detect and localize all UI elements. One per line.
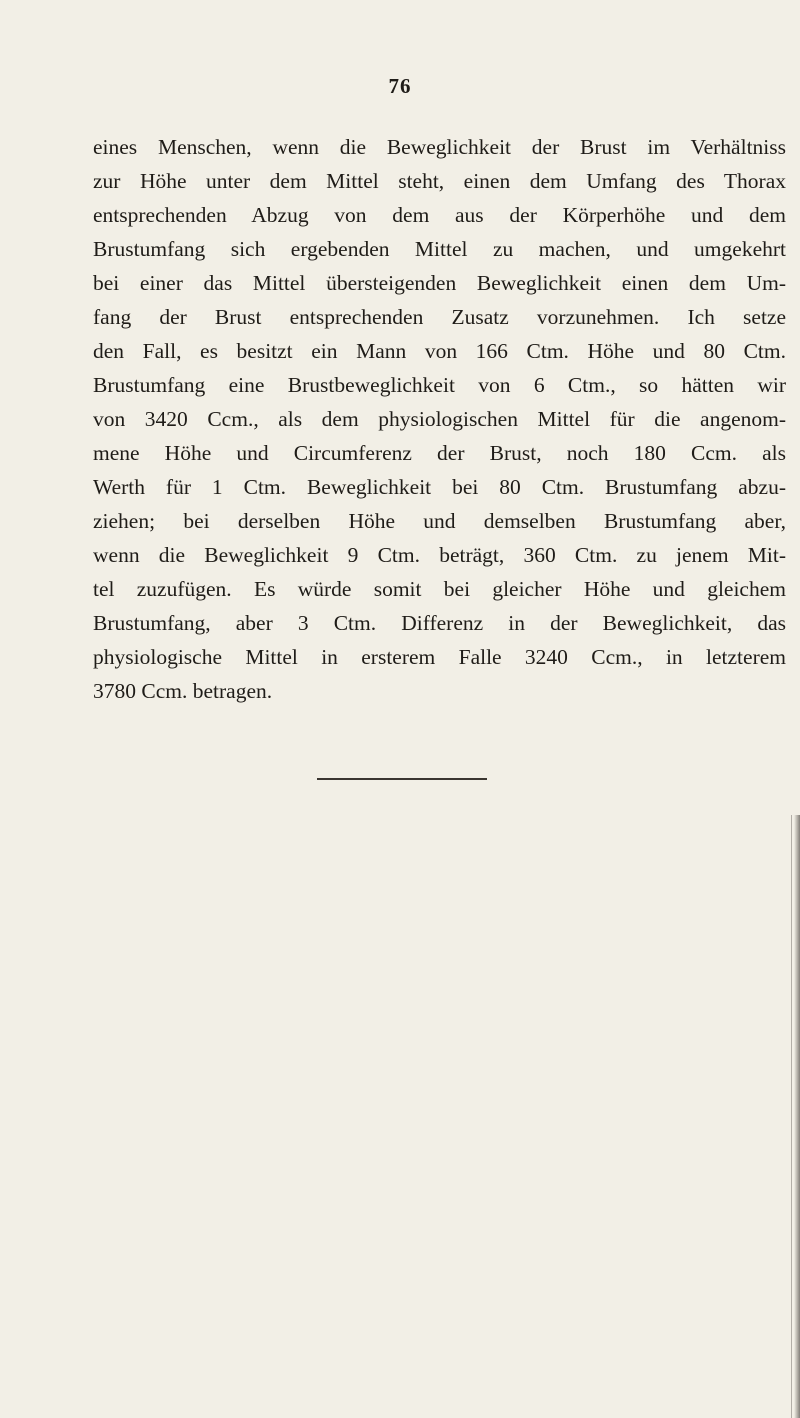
section-divider: [317, 778, 487, 780]
text-line: bei einer das Mittel übersteigenden Beweglichkeit einen dem Um-: [93, 271, 786, 295]
text-line: 3780 Ccm. betragen.: [93, 679, 273, 703]
text-line: Brustumfang, aber 3 Ctm. Differenz in der Beweglichkeit, das: [93, 611, 786, 635]
text-line: von 3420 Ccm., als dem physiologischen Mittel für die angenom-: [93, 407, 786, 431]
text-line: Brustumfang eine Brustbeweglichkeit von 6 Ctm., so hätten wir: [93, 373, 786, 397]
page-edge-line: [791, 815, 792, 1418]
text-line: fang der Brust entsprechenden Zusatz vorzunehmen. Ich setze: [93, 305, 786, 329]
text-line: zur Höhe unter dem Mittel steht, einen dem Umfang des Thorax: [93, 169, 786, 193]
text-line: den Fall, es besitzt ein Mann von 166 Ctm. Höhe und 80 Ctm.: [93, 339, 786, 363]
page-number: 76: [388, 74, 412, 98]
text-line: tel zuzufügen. Es würde somit bei gleicher Höhe und gleichem: [93, 577, 786, 601]
text-line: wenn die Beweglichkeit 9 Ctm. beträgt, 360 Ctm. zu jenem Mit-: [93, 543, 786, 567]
text-line: Brustumfang sich ergebenden Mittel zu machen, und umgekehrt: [93, 237, 786, 261]
text-line: mene Höhe und Circumferenz der Brust, noch 180 Ccm. als: [93, 441, 786, 465]
text-line: Werth für 1 Ctm. Beweglichkeit bei 80 Ctm. Brustumfang abzu-: [93, 475, 786, 499]
text-line: physiologische Mittel in ersterem Falle 3240 Ccm., in letzterem: [93, 645, 786, 669]
text-line: eines Menschen, wenn die Beweglichkeit der Brust im Verhältniss: [93, 135, 786, 159]
body-paragraph: [93, 130, 786, 708]
text-line: entsprechenden Abzug von dem aus der Körperhöhe und dem: [93, 203, 786, 227]
text-line: ziehen; bei derselben Höhe und demselben Brustumfang aber,: [93, 509, 786, 533]
page-edge-shadow: [794, 815, 800, 1418]
